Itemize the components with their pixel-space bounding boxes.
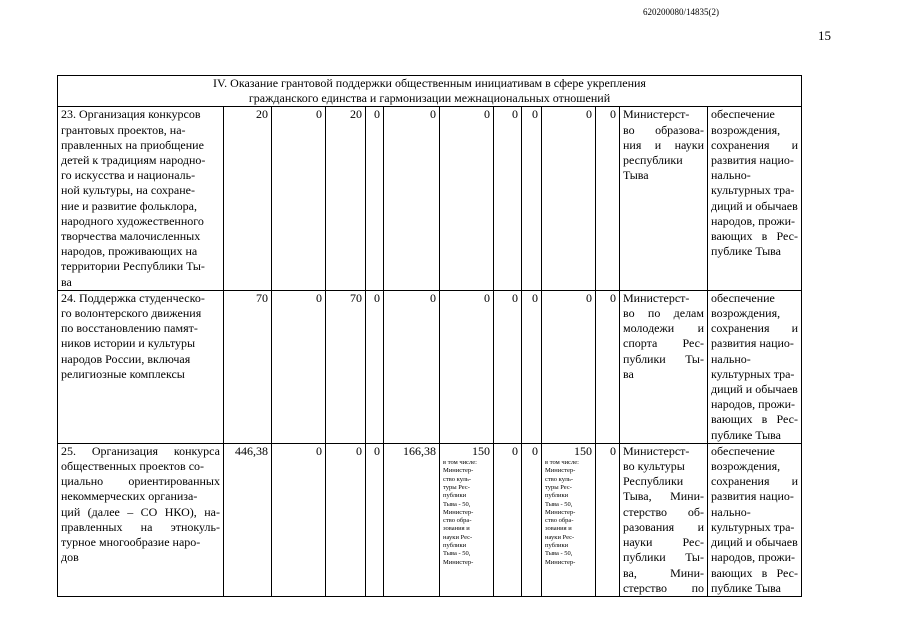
text-line: обеспечение (711, 107, 775, 122)
value-cell: 446,38 (224, 443, 272, 596)
value-cell: 0 (366, 290, 384, 443)
note-line: Тыва - 50, (443, 500, 471, 508)
value-cell: 0 (522, 290, 542, 443)
text-line: 24. Поддержка студенческо- (61, 290, 205, 305)
text-line: религиозные комплексы (61, 366, 185, 381)
text-line: народов, прожи- (711, 213, 796, 228)
value-cell: 0 (366, 107, 384, 290)
text-line: 23. Организация конкурсов (61, 107, 201, 122)
value-cell: 166,38 (384, 443, 440, 596)
text-line: правленных на приобщение (61, 137, 204, 152)
note-line: Министер- (545, 558, 576, 566)
text-line: грантовых проектов, на- (61, 122, 186, 137)
text-line: некоммерческих организа- (61, 489, 198, 504)
document-id: 620200080/14835(2) (643, 7, 719, 17)
value-cell: 70 (326, 290, 366, 443)
value-cell: 0 (596, 107, 620, 290)
value-cell: 0 (440, 290, 494, 443)
note-line: публики (443, 492, 467, 500)
value-cell: 0 (272, 443, 326, 596)
value-cell: 70 (224, 290, 272, 443)
page-number: 15 (818, 28, 831, 43)
text-line: возрождения, (711, 306, 781, 321)
note-line: в том числе: (443, 459, 477, 467)
value-cell: 0 (494, 290, 522, 443)
value-cell: 0 (596, 290, 620, 443)
program-table (57, 75, 802, 597)
expected-result (708, 290, 802, 443)
text-line: вающих в Рес- (711, 412, 798, 427)
text-line: диций и обычаев (711, 535, 798, 550)
text-line: Тыва (623, 168, 649, 183)
text-line: 25. Организация конкурса (61, 443, 220, 458)
text-line: Министерст- (623, 107, 690, 122)
table-row (58, 107, 802, 290)
text-line: сохранения и (711, 137, 798, 152)
value-cell: 0 (440, 107, 494, 290)
text-line: обеспечение (711, 290, 775, 305)
text-line: по восстановлению памят- (61, 321, 198, 336)
table-row (58, 290, 802, 443)
text-line: Республики (623, 474, 684, 489)
text-line: территории Республики Ты- (61, 259, 205, 274)
value: 150 (472, 443, 490, 458)
value-cell: 0 (384, 290, 440, 443)
note-line: Министер- (545, 508, 576, 516)
value-cell: 0 (596, 443, 620, 596)
note-line: ство куль- (443, 475, 472, 483)
text-line: стерство об- (623, 504, 704, 519)
text-line: спорта Рес- (623, 336, 704, 351)
measure-name (58, 107, 224, 290)
expected-result (708, 107, 802, 290)
text-line: диций и обычаев (711, 382, 798, 397)
note-line: туры Рес- (443, 483, 470, 491)
value-cell: 0 (542, 107, 596, 290)
note-line: публики (545, 492, 569, 500)
table-row (58, 443, 802, 596)
text-line: развития нацио- (711, 336, 794, 351)
text-line: вающих в Рес- (711, 565, 798, 580)
value-cell-with-note (440, 443, 494, 596)
text-line: публике Тыва (711, 244, 781, 259)
text-line: культурных тра- (711, 366, 795, 381)
text-line: нально- (711, 351, 751, 366)
note-line: ство куль- (545, 475, 574, 483)
note-line: Тыва - 50, (545, 500, 573, 508)
text-line: во культуры (623, 459, 685, 474)
text-line: правленных на этнокуль- (61, 519, 220, 534)
text-line: развития нацио- (711, 153, 794, 168)
value-cell: 0 (522, 107, 542, 290)
text-line: нально- (711, 504, 751, 519)
text-line: дов (61, 550, 79, 565)
note-line: в том числе: (545, 459, 579, 467)
value-cell-with-note (542, 443, 596, 596)
text-line: общественных проектов со- (61, 459, 205, 474)
note-line: Министер- (545, 467, 576, 475)
text-line: ние и развитие фольклора, (61, 198, 197, 213)
text-line: ций (далее – СО НКО), на- (61, 504, 220, 519)
section-title-line: гражданского единства и гармонизации межнациональных отношений (248, 91, 611, 106)
note-line: Министер- (443, 558, 474, 566)
text-line: народов, прожи- (711, 397, 796, 412)
text-line: детей к традициям народно- (61, 153, 206, 168)
text-line: возрождения, (711, 459, 781, 474)
executor (620, 443, 708, 596)
text-line: разования и (623, 519, 704, 534)
section-title-line: IV. Оказание грантовой поддержки общественным инициативам в сфере укрепления (213, 76, 646, 90)
value-cell: 0 (326, 443, 366, 596)
note-line: туры Рес- (545, 483, 572, 491)
value-cell: 0 (494, 443, 522, 596)
text-line: ва (61, 274, 72, 289)
executor (620, 107, 708, 290)
section-title (58, 76, 802, 107)
text-line: публике Тыва (711, 427, 781, 442)
text-line: молодежи и (623, 321, 704, 336)
text-line: публики Ты- (623, 550, 704, 565)
value-cell: 0 (272, 290, 326, 443)
note-line: ство обра- (443, 517, 472, 525)
value-cell: 20 (326, 107, 366, 290)
text-line: народов, проживающих на (61, 244, 198, 259)
text-line: развития нацио- (711, 489, 794, 504)
text-line: го волонтерского движения (61, 306, 202, 321)
expected-result (708, 443, 802, 596)
value-cell: 0 (494, 107, 522, 290)
text-line: Тыва, Мини- (623, 489, 704, 504)
note-line: ство обра- (545, 517, 574, 525)
value-cell: 0 (542, 290, 596, 443)
value: 150 (574, 443, 592, 458)
note-line: зования и (443, 525, 470, 533)
text-line: Министерст- (623, 443, 690, 458)
text-line: народов России, включая (61, 351, 191, 366)
text-line: науки Рес- (623, 535, 704, 550)
text-line: обеспечение (711, 443, 775, 458)
text-line: вающих в Рес- (711, 229, 798, 244)
section-header-row (58, 76, 802, 107)
measure-name (58, 443, 224, 596)
text-line: сохранения и (711, 474, 798, 489)
note-line: науки Рес- (443, 533, 473, 541)
text-line: публики Ты- (623, 351, 704, 366)
text-line: культурных тра- (711, 519, 795, 534)
text-line: во по делам (623, 306, 704, 321)
text-line: ва (623, 366, 634, 381)
text-line: ния и науки (623, 137, 704, 152)
text-line: го искусства и националь- (61, 168, 196, 183)
text-line: народов, прожи- (711, 550, 796, 565)
executor (620, 290, 708, 443)
note-line: публики (443, 542, 467, 550)
text-line: во образова- (623, 122, 704, 137)
text-line: творчества малочисленных (61, 229, 201, 244)
text-line: Министерст- (623, 290, 690, 305)
value-cell: 0 (366, 443, 384, 596)
text-line: сохранения и (711, 321, 798, 336)
text-line: культурных тра- (711, 183, 795, 198)
value-cell: 0 (272, 107, 326, 290)
text-line: республики (623, 153, 683, 168)
text-line: ников истории и культуры (61, 336, 196, 351)
note-line: Министер- (443, 508, 474, 516)
value-cell: 0 (522, 443, 542, 596)
text-line: циально ориентированных (61, 474, 220, 489)
note-line: Тыва - 50, (545, 550, 573, 558)
text-line: ва, Мини- (623, 565, 704, 580)
note-line: зования и (545, 525, 572, 533)
text-line: стерство по (623, 580, 704, 595)
text-line: турное многообразие наро- (61, 535, 201, 550)
value-cell: 0 (384, 107, 440, 290)
text-line: возрождения, (711, 122, 781, 137)
value-cell: 20 (224, 107, 272, 290)
text-line: нально- (711, 168, 751, 183)
text-line: диций и обычаев (711, 198, 798, 213)
text-line: публике Тыва (711, 580, 781, 595)
text-line: ной культуры, на сохране- (61, 183, 195, 198)
note-line: науки Рес- (545, 533, 575, 541)
note-line: Тыва - 50, (443, 550, 471, 558)
measure-name (58, 290, 224, 443)
text-line: народного художественного (61, 213, 204, 228)
note-line: Министер- (443, 467, 474, 475)
note-line: публики (545, 542, 569, 550)
